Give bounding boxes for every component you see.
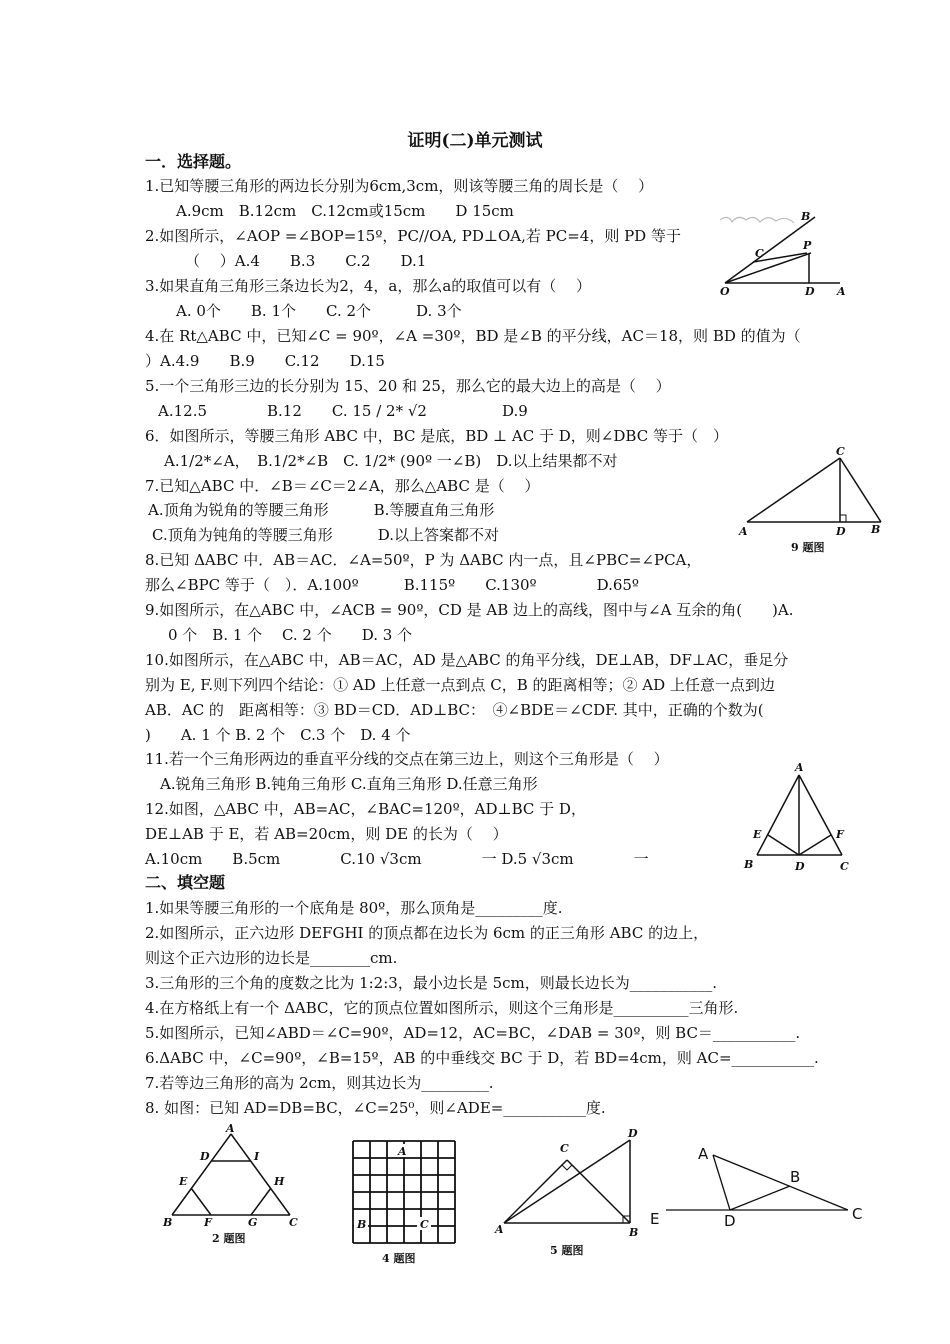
- q6-stem: 6．如图所示，等腰三角形 ABC 中，BC 是底，BD ⊥ AC 于 D，则∠DBC 等于（ ）: [145, 427, 728, 445]
- fill2-line1: 2.如图所示，正六边形 DEFGHI 的顶点都在边长为 6cm 的正三角形 ABC 的边上，: [145, 924, 709, 942]
- q4-stem: 4.在 Rt△ABC 中，已知∠C = 90º，∠A =30º，BD 是∠B 的平分线，AC＝18，则 BD 的值为（: [145, 327, 801, 345]
- label-d: D: [724, 1212, 736, 1230]
- fill7: 7.若等边三角形的高为 2cm，则其边长为_________.: [145, 1074, 494, 1092]
- q10-stem-3: AB．AC 的 距离相等：③ BD＝CD．AD⊥BC： ④∠BDE＝∠CDF. 其中，正确的个数为(: [145, 701, 764, 719]
- fill5: 5.如图所示，已知∠ABD＝∠C=90º，AD=12，AC=BC，∠DAB = 30º，则 BC＝___________.: [145, 1024, 801, 1042]
- label-b: B: [871, 523, 881, 536]
- label-a: A: [698, 1145, 709, 1163]
- q9-stem: 9.如图所示，在△ABC 中，∠ACB = 90º，CD 是 AB 边上的高线，图中与∠A 互余的角( )A.: [145, 601, 794, 619]
- q5-stem: 5.一个三角形三边的长分别为 15、20 和 25，那么它的最大边上的高是（ ）: [145, 377, 671, 395]
- q4-options: ）A.4.9 B.9 C.12 D.15: [145, 352, 385, 370]
- label-g: G: [248, 1216, 258, 1229]
- figure-fill5: [492, 1126, 642, 1261]
- q3-options: A. 0个 B. 1个 C. 2个 D. 3个: [176, 302, 462, 320]
- q12-stem-2: DE⊥AB 于 E，若 AB=20cm，则 DE 的长为（ ）: [145, 825, 508, 843]
- label-o: O: [720, 285, 730, 298]
- label-e: E: [650, 1210, 660, 1228]
- section-heading-choice: 一．选择题。: [145, 152, 242, 171]
- label-a: A: [739, 525, 748, 538]
- q12-stem-1: 12.如图，△ABC 中，AB=AC，∠BAC=120º，AD⊥BC 于 D，: [145, 800, 586, 818]
- label-c: C: [840, 860, 849, 873]
- q10-stem-1: 10.如图所示，在△ABC 中，AB＝AC，AD 是△ABC 的角平分线，DE⊥AB，DF⊥AC，垂足分: [145, 651, 789, 669]
- label-p: P: [803, 239, 812, 252]
- q3-stem: 3.如果直角三角形三条边长为2，4，a，那么a的取值可以有（ ）: [145, 277, 592, 295]
- label-a: A: [226, 1122, 235, 1135]
- q5-options: A.12.5 B.12 C. 15 / 2* √2 D.9: [158, 402, 528, 420]
- figure-q9: [735, 445, 905, 560]
- label-d: D: [836, 525, 846, 538]
- q1-options: A.9cm B.12cm C.12cm或15cm D 15cm: [176, 202, 514, 220]
- q9-options: 0 个 B. 1 个 C. 2 个 D. 3 个: [168, 626, 413, 644]
- label-f: F: [204, 1216, 212, 1229]
- q2-options: （ ）A.4 B.3 C.2 D.1: [185, 252, 427, 270]
- figure-caption: 5 题图: [550, 1244, 584, 1257]
- label-b: B: [629, 1226, 639, 1239]
- section-heading-fill: 二、填空题: [145, 873, 226, 892]
- fill6: 6.ΔABC 中，∠C=90º，∠B=15º，AB 的中垂线交 BC 于 D，若 BD=4cm，则 AC=___________.: [145, 1049, 819, 1067]
- label-b: B: [744, 858, 754, 871]
- figure-caption: 4 题图: [382, 1252, 416, 1265]
- label-d: D: [200, 1150, 210, 1163]
- figure-fill8: [648, 1140, 873, 1235]
- label-h: H: [274, 1175, 285, 1188]
- q7-options-ab: A.顶角为锐角的等腰三角形 B.等腰直角三角形: [148, 501, 495, 519]
- figure-fill4: [350, 1138, 460, 1268]
- label-d: D: [795, 860, 805, 873]
- fill3: 3.三角形的三个角的度数之比为 1:2:3，最小边长是 5cm，则最长边长为___________.: [145, 974, 718, 992]
- label-c: C: [289, 1216, 298, 1229]
- label-f: F: [836, 828, 844, 841]
- figure-caption: 9 题图: [791, 541, 825, 554]
- label-b: B: [801, 210, 811, 223]
- page-title: 证明(二)单元测试: [407, 131, 543, 151]
- figure-q2: [715, 205, 855, 300]
- label-a: A: [398, 1145, 407, 1158]
- label-b: B: [357, 1218, 367, 1231]
- label-d: D: [805, 285, 815, 298]
- label-e: E: [179, 1175, 188, 1188]
- fill2-line2: 则这个正六边形的边长是________cm.: [145, 949, 398, 967]
- figure-fill2: [160, 1122, 305, 1247]
- q2-stem: 2.如图所示，∠AOP =∠BOP=15º，PC//OA, PD⊥OA,若 PC=4，则 PD 等于: [145, 227, 681, 245]
- label-c: C: [560, 1142, 569, 1155]
- q7-options-cd: C.顶角为钝角的等腰三角形 D.以上答案都不对: [152, 526, 499, 544]
- q8-options: 那么∠BPC 等于（ ）．A.100º B.115º C.130º D.65º: [145, 576, 639, 594]
- q10-stem-2: 别为 E, F.则下列四个结论：① AD 上任意一点到点 C，B 的距离相等；② AD 上任意一点到边: [145, 676, 775, 694]
- q8-stem: 8.已知 ΔABC 中．AB＝AC．∠A=50º，P 为 ΔABC 内一点，且∠PBC=∠PCA，: [145, 551, 702, 569]
- label-a: A: [837, 285, 846, 298]
- label-a: A: [495, 1223, 504, 1236]
- q6-options: A.1/2*∠A， B.1/2*∠B C. 1/2* (90º 一∠B) D.以上结果都不对: [164, 452, 618, 470]
- q12-options: A.10cm B.5cm C.10 √3cm 一 D.5 √3cm 一: [145, 850, 649, 868]
- fill4: 4.在方格纸上有一个 ΔABC，它的顶点位置如图所示，则这个三角形是__________三角形.: [145, 999, 739, 1017]
- fill8: 8. 如图：已知 AD=DB=BC，∠C=25⁰，则∠ADE=___________度.: [145, 1099, 606, 1117]
- figure-caption: 2 题图: [212, 1232, 246, 1245]
- label-d: D: [628, 1127, 638, 1140]
- label-i: I: [254, 1150, 260, 1163]
- label-c: C: [852, 1205, 863, 1223]
- q7-stem: 7.已知△ABC 中．∠B＝∠C＝2∠A，那么△ABC 是（ ）: [145, 477, 540, 495]
- label-a: A: [795, 761, 804, 774]
- q1-stem: 1.已知等腰三角形的两边长分别为6cm,3cm，则该等腰三角的周长是（ ）: [145, 177, 654, 195]
- q11-options: A.锐角三角形 B.钝角三角形 C.直角三角形 D.任意三角形: [160, 775, 538, 793]
- label-c: C: [755, 247, 764, 260]
- fill1: 1.如果等腰三角形的一个底角是 80º，那么顶角是_________度.: [145, 899, 563, 917]
- label-b: B: [790, 1168, 801, 1186]
- figure-q10: [740, 760, 860, 880]
- label-b: B: [163, 1216, 173, 1229]
- label-c: C: [836, 445, 845, 458]
- q10-options: ) A. 1 个 B. 2 个 C.3 个 D. 4 个: [145, 726, 411, 744]
- q11-stem: 11.若一个三角形两边的垂直平分线的交点在第三边上，则这个三角形是（ ）: [145, 750, 669, 768]
- label-c: C: [420, 1218, 429, 1231]
- label-e: E: [753, 828, 762, 841]
